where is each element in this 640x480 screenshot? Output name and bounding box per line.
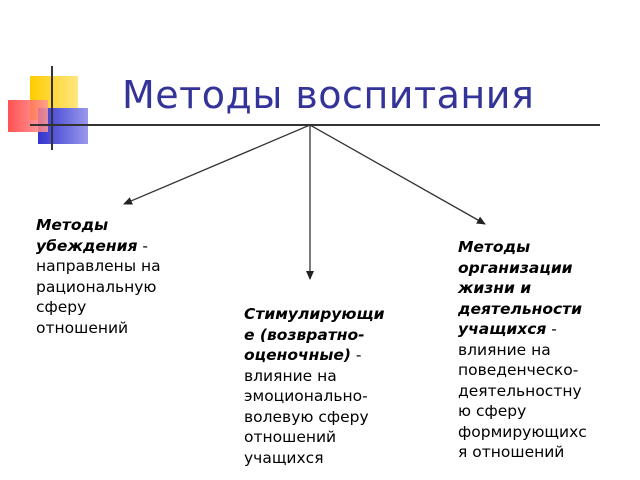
term-line — [244, 304, 419, 325]
arrow-to-left-block — [124, 125, 310, 204]
desc-line: учащихся — [244, 448, 324, 467]
method-block-stimulating — [244, 304, 419, 468]
term-line — [458, 319, 618, 340]
desc-line: влияние на — [458, 340, 551, 359]
term-text: Стимулирующи — [244, 305, 385, 323]
desc-line: сферу — [36, 298, 87, 316]
term-text: организации — [458, 258, 573, 277]
term-line — [244, 345, 419, 366]
term-text: учащихся — [458, 320, 547, 338]
method-block-organization — [458, 237, 618, 463]
desc-line: направлены на — [36, 257, 161, 275]
term-line — [458, 237, 618, 258]
term-text: жизни и — [458, 279, 532, 297]
desc-line: эмоционально- — [244, 387, 368, 405]
term-line — [458, 278, 618, 299]
term-line — [36, 236, 196, 257]
term-text: оценочные) — [244, 346, 351, 364]
desc-line: рациональную — [36, 277, 157, 296]
desc-line: отношений — [36, 318, 129, 337]
term-line — [458, 299, 618, 320]
term-line — [458, 258, 618, 279]
term-text: Методы — [458, 238, 531, 256]
term-line — [244, 325, 419, 346]
dash: - — [546, 320, 557, 338]
desc-line: влияние на — [244, 366, 337, 385]
desc-line: волевую сферу — [244, 407, 369, 426]
desc-line: я отношений — [458, 443, 565, 461]
slide-title: Методы воспитания — [122, 73, 535, 117]
method-block-persuasion — [36, 215, 196, 338]
desc-line: ю сферу — [458, 402, 527, 420]
desc-line: поведенческо- — [458, 361, 579, 379]
term-line — [36, 215, 196, 236]
dash: - — [350, 346, 362, 364]
term-text: деятельности — [458, 299, 583, 318]
term-text: Методы — [36, 216, 109, 234]
desc-line: деятельностну — [458, 381, 582, 400]
dash: - — [137, 236, 148, 255]
term-text: е (возвратно- — [244, 325, 365, 344]
term-text: убеждения — [36, 236, 138, 255]
desc-line: формирующихс — [458, 422, 587, 441]
arrow-to-right-block — [310, 125, 485, 224]
desc-line: отношений — [244, 428, 337, 446]
